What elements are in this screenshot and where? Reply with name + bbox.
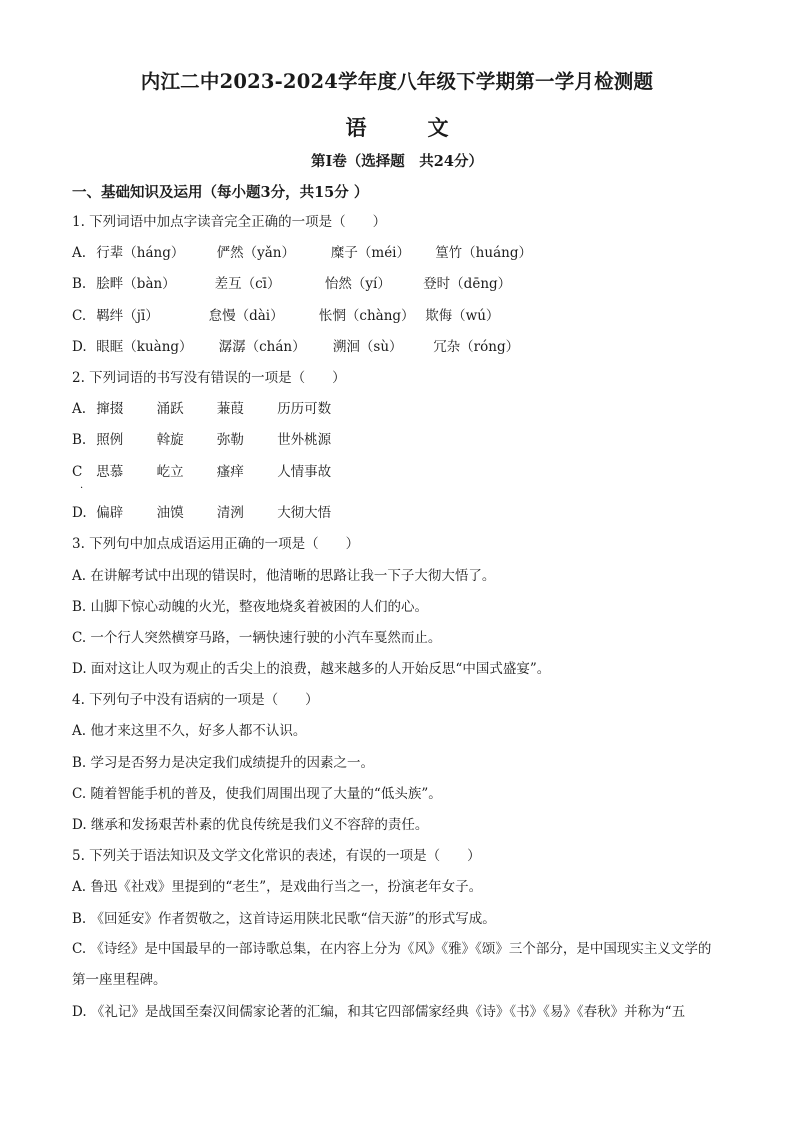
option-word: 登时（dēng） (423, 276, 512, 292)
option-word: 弥勒 (216, 432, 244, 448)
option-word: 斡旋 (156, 432, 184, 448)
option-word: 撺掇 (96, 401, 124, 417)
q2-option-b (72, 430, 331, 450)
option-word: 溯洄（sù） (332, 339, 403, 355)
option-word: 俨然（yǎn） (216, 245, 295, 261)
option-label: B. (72, 276, 87, 292)
q2-stem: 2. 下列词语的书写没有错误的一项是（ ） (72, 370, 346, 386)
q3-option-b: B. 山脚下惊心动魄的火光，整夜地烧炙着被困的人们的心。 (72, 599, 429, 615)
option-label: D. (72, 505, 87, 521)
option-word: 偏辟 (96, 505, 124, 521)
option-label: A. (72, 401, 87, 417)
option-word: 清洌 (216, 505, 244, 521)
section-heading: 一、基础知识及运用（每小题3分，共15分 ） (72, 184, 369, 201)
option-word: 涌跃 (156, 401, 184, 417)
q1-option-a (72, 243, 532, 263)
q3-option-c: C. 一个行人突然横穿马路，一辆快速行驶的小汽车戛然而止。 (72, 630, 442, 646)
q2-option-a (72, 399, 331, 419)
q4-option-a: A. 他才来这里不久，好多人都不认识。 (72, 723, 307, 739)
option-word: 眼眶（kuàng） (96, 339, 193, 355)
q3-option-d: D. 面对这让人叹为观止的舌尖上的浪费，越来越多的人开始反思“中国式盛宴”。 (72, 661, 551, 677)
q1-option-c (72, 306, 499, 326)
stray-dot-mark: · (80, 483, 84, 494)
option-label: B. (72, 432, 87, 448)
option-word: 羁绊（jī） (96, 308, 159, 324)
q4-option-d: D. 继承和发扬艰苦朴素的优良传统是我们义不容辞的责任。 (72, 817, 429, 833)
option-word: 脍畔（bàn） (96, 276, 176, 292)
q4-stem: 4. 下列句子中没有语病的一项是（ ） (72, 692, 319, 708)
option-word: 油馍 (156, 505, 184, 521)
q4-option-c: C. 随着智能手机的普及，使我们周围出现了大量的“低头族”。 (72, 786, 442, 802)
option-word: 潺潺（chán） (218, 339, 306, 355)
option-word: 欺侮（wú） (425, 308, 500, 324)
q5-option-b: B. 《回延安》作者贺敬之，这首诗运用陕北民歌“信天游”的形式写成。 (72, 911, 496, 927)
option-label: C (72, 464, 83, 480)
option-word: 屹立 (156, 464, 184, 480)
option-word: 世外桃源 (277, 432, 332, 448)
option-label: D. (72, 339, 87, 355)
option-word: 大彻大悟 (277, 505, 332, 521)
q5-option-c: C. 《诗经》是中国最早的一部诗歌总集，在内容上分为《风》《雅》《颂》三个部分，是中国现实主义文学的第一座里程碑。 (72, 941, 712, 988)
option-word: 怠慢（dài） (208, 308, 284, 324)
option-word: 行辈（háng） (96, 245, 185, 261)
option-word: 照例 (96, 432, 124, 448)
q5-option-d: D. 《礼记》是战国至秦汉间儒家论著的汇编，和其它四部儒家经典《诗》《书》《易》《春秋》并称为“五 (72, 1004, 686, 1020)
q2-option-c (72, 462, 331, 482)
option-word: 怅惘（chàng） (318, 308, 415, 324)
option-word: 差互（cī） (214, 276, 281, 292)
option-label: A. (72, 245, 87, 261)
exam-title: 内江二中2023-2024学年度八年级下学期第一学月检测题 (140, 70, 654, 93)
option-word: 冗杂（róng） (433, 339, 520, 355)
option-word: 糜子（méi） (330, 245, 410, 261)
option-word: 蒹葭 (216, 401, 244, 417)
option-word: 人情事故 (277, 464, 332, 480)
subject-title: 语 文 (345, 115, 469, 140)
option-word: 篁竹（huáng） (435, 245, 532, 261)
option-word: 瘙痒 (216, 464, 244, 480)
q2-option-d (72, 503, 331, 523)
q3-stem: 3. 下列句中加点成语运用正确的一项是（ ） (72, 536, 360, 552)
option-word: 历历可数 (277, 401, 332, 417)
q3-option-a: A. 在讲解考试中出现的错误时，他清晰的思路让我一下子大彻大悟了。 (72, 568, 496, 584)
option-label: C. (72, 308, 87, 324)
volume-title: 第Ⅰ卷（选择题 共24分） (311, 153, 483, 170)
option-word: 怡然（yí） (324, 276, 391, 292)
q1-option-b (72, 274, 511, 294)
q1-option-d (72, 337, 519, 357)
q5-option-a: A. 鲁迅《社戏》里提到的“老生”，是戏曲行当之一，扮演老年女子。 (72, 879, 483, 895)
option-word: 思慕 (96, 464, 124, 480)
q1-stem: 1. 下列词语中加点字读音完全正确的一项是（ ） (72, 214, 387, 230)
q4-option-b: B. 学习是否努力是决定我们成绩提升的因素之一。 (72, 755, 375, 771)
q5-stem: 5. 下列关于语法知识及文学文化常识的表述，有误的一项是（ ） (72, 848, 481, 864)
